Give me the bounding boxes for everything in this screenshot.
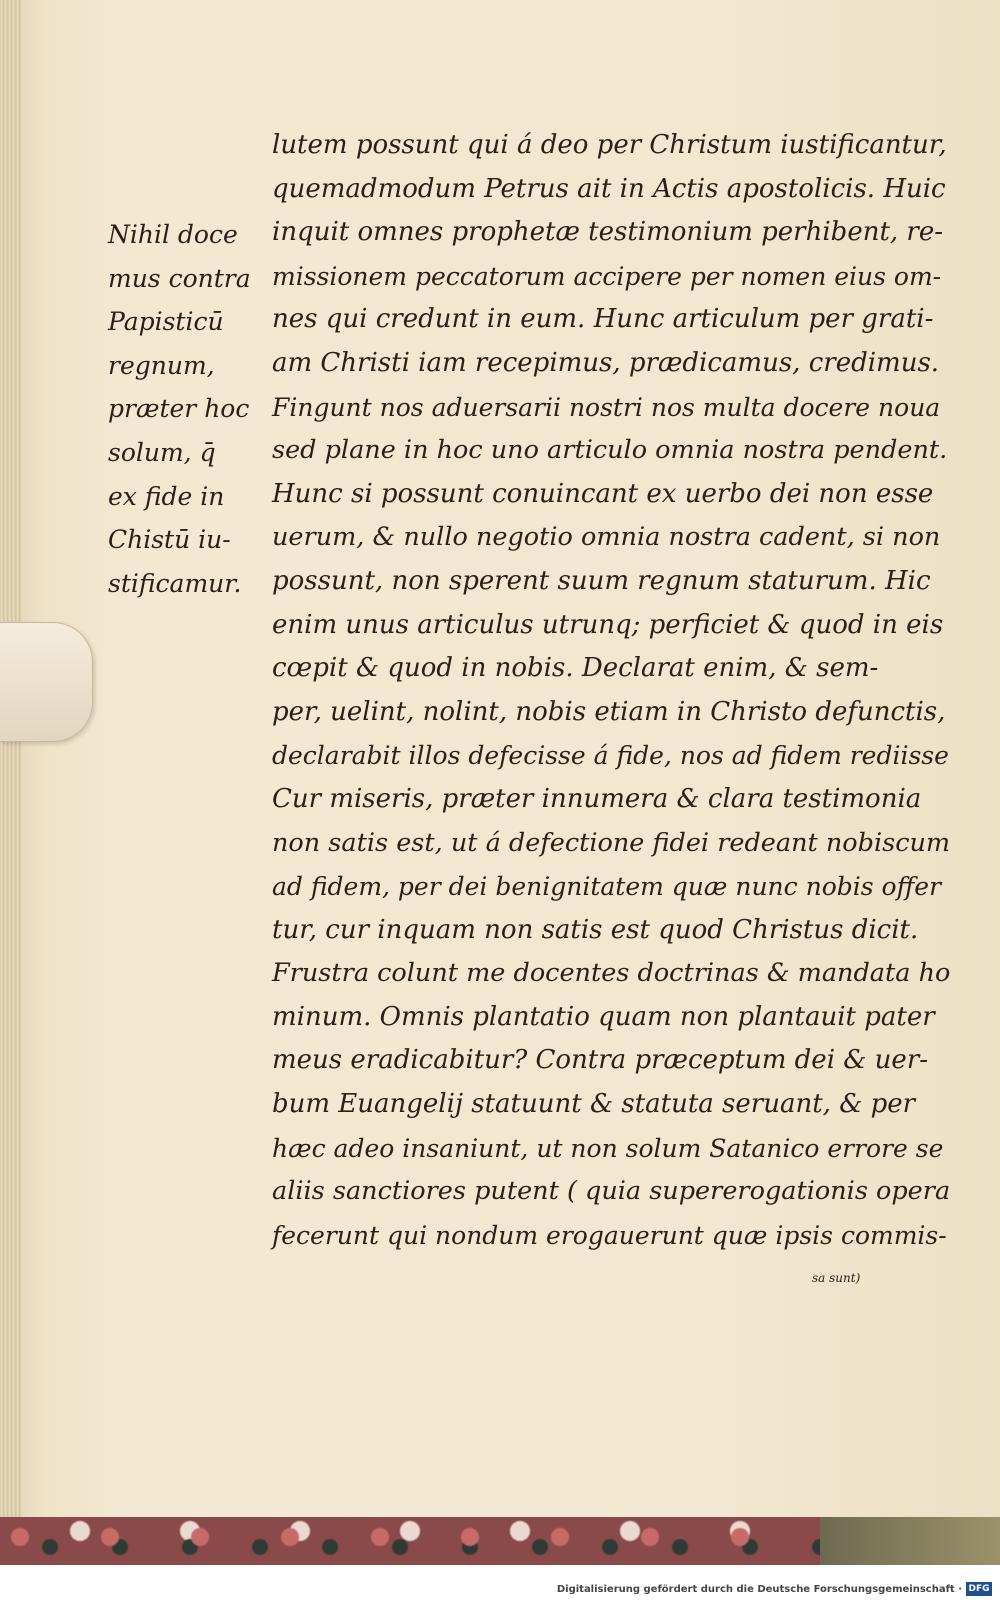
text-line: non satis est, ut á defectione fidei redeant nobiscum bbox=[272, 827, 951, 858]
text-line: fecerunt qui nondum erogauerunt quæ ipsis commis- bbox=[272, 1220, 947, 1250]
text-line: hæc adeo insaniunt, ut non solum Satanico errore se bbox=[272, 1133, 944, 1163]
marginal-note bbox=[108, 213, 268, 605]
text-line: possunt, non sperent suum regnum staturum. Hic bbox=[272, 565, 931, 596]
text-line: nes qui credunt in eum. Hunc articulum per grati- bbox=[272, 304, 934, 335]
marginal-note-line: Papisticū bbox=[108, 307, 224, 337]
tab-strip bbox=[0, 622, 93, 742]
text-line: sed plane in hoc uno articulo omnia nostra pendent. bbox=[272, 435, 948, 466]
text-line: per, uelint, nolint, nobis etiam in Christo defunctis, bbox=[272, 696, 946, 727]
text-line-final: sa sunt) bbox=[812, 1271, 861, 1286]
text-line: am Christi iam recepimus, prædicamus, credimus. bbox=[272, 347, 940, 378]
marginal-note-line: stificamur. bbox=[108, 568, 242, 598]
text-line: meus eradicabitur? Contra præceptum dei & uer- bbox=[272, 1045, 929, 1076]
marginal-note-line: præter hoc bbox=[108, 394, 250, 424]
main-text-block bbox=[272, 124, 952, 1301]
marginal-note-line: mus contra bbox=[108, 263, 251, 293]
text-line: Hunc si possunt conuincant ex uerbo dei non esse bbox=[272, 478, 934, 509]
marginal-note-line: Chistū iu- bbox=[108, 525, 231, 555]
text-line: enim unus articulus utrunq; perficiet & quod in eis bbox=[272, 609, 944, 640]
text-line: tur, cur inquam non satis est quod Christus dicit. bbox=[272, 914, 919, 945]
text-line: ad fidem, per dei benignitatem quæ nunc nobis offer bbox=[272, 872, 942, 902]
dfg-logo: DFG bbox=[966, 1582, 992, 1596]
marginal-note-line: ex fide in bbox=[108, 481, 225, 511]
text-line: bum Euangelij statuunt & statuta seruant, & per bbox=[272, 1089, 916, 1120]
text-line: inquit omnes prophetæ testimonium perhibent, re- bbox=[272, 217, 944, 248]
text-line: cœpit & quod in nobis. Declarat enim, & sem- bbox=[272, 653, 879, 684]
footer-credit: Digitalisierung gefördert durch die Deutsche Forschungsgemeinschaft · bbox=[556, 1584, 962, 1595]
text-line: missionem peccatorum accipere per nomen eius om- bbox=[272, 261, 942, 291]
text-line: uerum, & nullo negotio omnia nostra cadent, si non bbox=[272, 522, 941, 553]
text-line: minum. Omnis plantatio quam non plantauit pater bbox=[272, 1001, 935, 1032]
text-line: Frustra colunt me docentes doctrinas & mandata ho bbox=[272, 958, 951, 989]
text-line: Fingunt nos aduersarii nostri nos multa docere noua bbox=[272, 392, 941, 422]
marginal-note-line: solum, q̄ bbox=[108, 437, 216, 467]
text-line: quemadmodum Petrus ait in Actis apostolicis. Huic bbox=[272, 173, 946, 204]
text-line: declarabit illos defecisse á fide, nos ad fidem rediisse bbox=[272, 741, 949, 771]
marginal-note-line: Nihil doce bbox=[108, 220, 238, 249]
page-edges bbox=[0, 0, 22, 1560]
marginal-note-line: regnum, bbox=[108, 350, 215, 380]
text-line: Cur miseris, præter innumera & clara testimonia bbox=[272, 783, 922, 814]
text-line: lutem possunt qui á deo per Christum iustificantur, bbox=[272, 130, 947, 160]
marbled-edge bbox=[0, 1517, 1000, 1565]
text-line: aliis sanctiores putent ( quia supererogationis opera bbox=[272, 1176, 951, 1207]
